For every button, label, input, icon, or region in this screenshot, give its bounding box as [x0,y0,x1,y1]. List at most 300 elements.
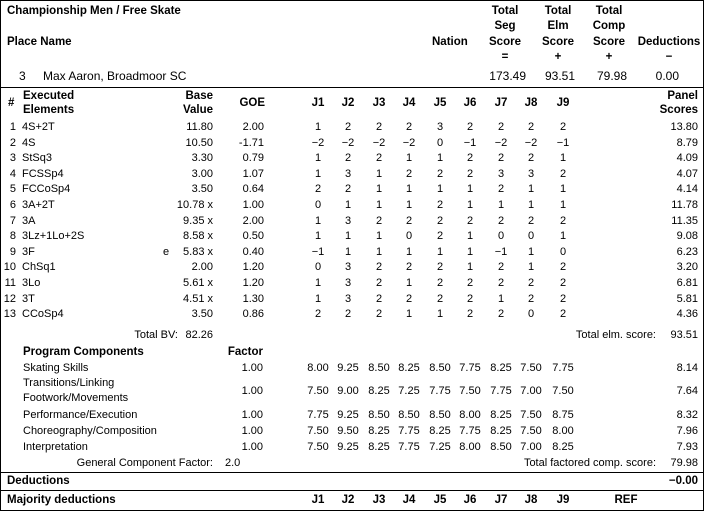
judge-score: 2 [527,214,535,227]
element-name: ChSq1 [22,261,56,274]
judge-score: 3 [344,292,352,305]
element-number: 1 [9,121,16,133]
judge-score: 8.50 [429,362,451,374]
element-base-value: 3.30 [191,152,213,165]
judge-score: 2 [436,214,444,227]
judge-score: 2 [436,277,444,289]
judge-score: 1 [375,245,383,258]
judge-score: 2 [314,308,322,321]
total-comp-label: Total factored comp. score: [523,457,656,469]
judge-score: 1 [314,152,322,165]
judge-score: 1 [559,183,567,196]
element-panel-score: 8.79 [676,136,698,149]
judge-score: 2 [436,230,444,243]
element-base-value: 3.50 [191,308,213,321]
judge-score: 2 [466,292,474,305]
majority-judge-9: J9 [556,494,570,506]
judge-score: 2 [375,261,383,274]
majority-judge-3: J3 [372,494,386,506]
element-name: CCoSp4 [22,308,64,321]
component-factor: 1.00 [241,425,263,437]
judge-score: 1 [344,199,352,211]
judge-score: −1 [494,245,508,258]
element-panel-score: 5.81 [676,292,698,305]
judge-score: 7.50 [307,425,329,437]
element-number: 3 [9,152,16,165]
judge-score: 8.00 [459,409,481,421]
judge-score: 3 [436,121,444,133]
judge-score: 8.50 [429,409,451,421]
judge-header-5: J5 [433,97,447,109]
total-elm-header-2: Elm [547,20,569,32]
judge-score: 1 [344,230,352,243]
gcf-value: 2.0 [225,457,241,469]
element-number: 8 [9,230,16,243]
judge-score: 2 [436,167,444,180]
judge-score: 2 [375,308,383,321]
judge-score: 1 [436,245,444,258]
judge-score: 2 [344,152,352,165]
judge-score: 0 [559,245,567,258]
judge-score: 2 [497,183,505,196]
deductions-label: Deductions [7,475,70,487]
element-goe: 2.00 [242,121,264,133]
gcf-label: General Component Factor: [76,457,213,469]
total-bv-value: 82.26 [185,329,213,341]
judge-score: 7.75 [307,409,329,421]
judge-score: 2 [559,277,567,289]
judge-score: 1 [559,230,567,243]
judge-score: 2 [497,277,505,289]
element-panel-score: 9.08 [676,230,698,243]
judge-score: 8.50 [368,362,390,374]
goe-header: GOE [239,97,265,109]
segment-score: 173.49 [489,69,526,83]
judge-score: 2 [559,261,567,274]
judge-header-9: J9 [556,97,570,109]
judge-score: 8.25 [490,362,512,374]
judge-score: 9.25 [337,409,359,421]
component-factor: 1.00 [241,441,263,453]
total-elm-header-4: + [554,51,562,63]
deductions-header-1: Deductions [637,36,701,48]
element-name: 3Lz+1Lo+2S [22,230,85,243]
component-name: Choreography/Composition [23,425,157,437]
judge-score: 2 [466,308,474,321]
judge-score: 3 [344,214,352,227]
judge-score: 1 [405,183,413,196]
base-header-2: Value [182,104,213,116]
judge-score: 3 [344,167,352,180]
element-base-value: 2.00 [191,261,213,274]
judge-score: 9.25 [337,362,359,374]
element-goe: 0.40 [242,245,264,258]
judge-score: 8.25 [429,425,451,437]
judge-score: 2 [466,214,474,227]
component-score: 7.93 [676,441,698,453]
judge-score: 2 [466,277,474,289]
judge-score: 2 [405,121,413,133]
judge-header-2: J2 [341,97,355,109]
judge-score: 1 [497,199,505,211]
element-panel-score: 4.09 [676,152,698,165]
total-seg-header-1: Total [491,5,519,17]
total-comp-header-3: Score [593,36,625,48]
element-number: 4 [9,167,16,180]
judge-score: 1 [559,152,567,165]
judge-score: 1 [405,152,413,165]
judge-score: 0 [314,261,322,274]
deductions-header-2: − [665,51,673,63]
element-name: FCCoSp4 [22,183,71,196]
executed-header-2: Elements [23,104,75,116]
judge-score: 3 [344,277,352,289]
element-panel-score: 6.23 [676,245,698,258]
judge-score: 2 [405,214,413,227]
judge-score: 7.50 [520,362,542,374]
judge-score: 2 [497,121,505,133]
judge-score: 7.25 [398,385,420,397]
judge-score: 1 [375,167,383,180]
judge-score: 7.75 [459,425,481,437]
component-name: Footwork/Movements [23,392,129,404]
judge-score: 1 [344,245,352,258]
judge-score: 2 [436,199,444,211]
judge-score: −2 [524,136,538,149]
judge-score: 2 [405,292,413,305]
element-number: 10 [3,261,16,274]
element-panel-score: 3.20 [676,261,698,274]
judge-score: 1 [527,183,535,196]
judge-score: 3 [497,167,505,180]
judge-score: 2 [497,261,505,274]
judge-score: 2 [466,121,474,133]
element-panel-score: 4.36 [676,308,698,321]
judge-score: 8.25 [368,385,390,397]
element-name: StSq3 [22,152,52,165]
judge-score: 2 [375,121,383,133]
element-number: 6 [9,199,16,211]
judge-score: −2 [311,136,325,149]
element-base-value: 3.50 [191,183,213,196]
judge-score: 1 [559,199,567,211]
judge-score: 0 [527,230,535,243]
judge-score: 7.00 [520,441,542,453]
judge-score: 3 [344,261,352,274]
judge-score: 1 [314,277,322,289]
judge-score: 0 [527,308,535,321]
element-panel-score: 6.81 [676,277,698,289]
judge-score: 8.75 [552,409,574,421]
judge-score: 2 [497,308,505,321]
judge-score: 2 [497,152,505,165]
element-goe: 1.00 [242,199,264,211]
judge-score: 7.75 [429,385,451,397]
judge-score: −2 [341,136,355,149]
judge-score: 7.50 [307,441,329,453]
judge-score: 2 [527,292,535,305]
judge-score: 9.50 [337,425,359,437]
majority-judge-7: J7 [494,494,508,506]
element-number: 5 [9,183,16,196]
judge-score: 2 [466,152,474,165]
element-base-value: 5.61 x [183,277,213,289]
judge-header-8: J8 [524,97,538,109]
judge-score: −2 [402,136,416,149]
element-score: 93.51 [544,69,575,83]
judge-score: 1 [466,245,474,258]
judge-score: 7.50 [520,425,542,437]
judge-score: 7.75 [490,385,512,397]
element-base-value: 5.83 x [183,245,213,258]
judge-score: 1 [314,292,322,305]
element-name: 3Lo [22,277,41,289]
place-name-header: Place Name [7,36,72,48]
panel-header-2: Scores [659,104,698,116]
component-score: 8.32 [676,409,698,421]
component-score: 7.64 [676,385,698,397]
judge-score: 1 [314,167,322,180]
element-name: 4S+2T [22,121,55,133]
judge-score: 8.25 [552,441,574,453]
judge-score: −2 [372,136,386,149]
judge-score: 2 [559,308,567,321]
ref-label: REF [614,494,638,506]
majority-judge-5: J5 [433,494,447,506]
deductions-value: −0.00 [668,475,698,487]
element-base-value: 10.78 x [176,199,213,211]
judge-score: 1 [405,199,413,211]
judge-score: 8.25 [490,409,512,421]
judge-score: 8.50 [368,409,390,421]
judge-score: 2 [559,292,567,305]
judge-score: −1 [311,245,325,258]
executed-header-1: Executed [23,90,75,102]
judge-score: 1 [527,245,535,258]
base-header-1: Base [185,90,213,102]
component-name: Performance/Execution [23,409,138,421]
element-base-value: 9.35 x [183,214,213,227]
judge-score: 7.75 [398,441,420,453]
majority-judge-4: J4 [402,494,416,506]
component-factor: 1.00 [241,362,263,374]
total-comp-value: 79.98 [670,457,698,469]
judge-score: 8.25 [490,425,512,437]
judge-score: 7.25 [429,441,451,453]
judge-score: 2 [344,121,352,133]
judge-score: 8.50 [490,441,512,453]
judge-score: 7.50 [307,385,329,397]
total-comp-header-4: + [605,51,613,63]
element-goe: 0.50 [242,230,264,243]
element-name: 3F [22,245,35,258]
judge-score: 1 [405,277,413,289]
judge-score: 2 [466,167,474,180]
total-seg-header-4: = [501,51,509,63]
judge-score: 1 [375,183,383,196]
element-number: 12 [3,292,16,305]
total-elm-label: Total elm. score: [575,329,656,341]
judge-score: 8.00 [307,362,329,374]
element-name: 3A+2T [22,199,55,211]
judge-score: 2 [527,152,535,165]
judge-score: 7.00 [520,385,542,397]
judge-score: 7.50 [552,385,574,397]
component-name: Skating Skills [23,362,89,374]
judge-score: 2 [344,308,352,321]
judge-score: 0 [314,199,322,211]
judge-score: −1 [556,136,570,149]
judge-score: −1 [463,136,477,149]
judge-score: 2 [559,167,567,180]
total-elm-value: 93.51 [670,329,698,341]
component-name: Interpretation [23,441,88,453]
total-elm-header-3: Score [542,36,574,48]
judge-score: 1 [375,199,383,211]
total-bv-label: Total BV: [134,329,178,341]
judge-score: 1 [314,121,322,133]
judge-score: 2 [344,183,352,196]
judge-score: 1 [436,183,444,196]
judge-score: 8.25 [368,441,390,453]
judge-score: 1 [436,308,444,321]
majority-judge-1: J1 [311,494,325,506]
element-panel-score: 11.78 [671,199,698,211]
judge-header-4: J4 [402,97,416,109]
component-score: 8.14 [676,362,698,374]
element-number: 9 [9,245,16,258]
component-name: Transitions/Linking [23,377,115,389]
judge-score: 7.50 [459,385,481,397]
total-seg-header-2: Seg [494,20,516,32]
judge-score: 1 [466,261,474,274]
skater-place: 3 [19,69,26,83]
judge-score: 8.00 [459,441,481,453]
majority-judge-6: J6 [463,494,477,506]
element-goe: 1.30 [242,292,264,305]
element-number: 2 [9,136,16,149]
judge-score: 9.00 [337,385,359,397]
judge-score: 7.75 [459,362,481,374]
element-name: 3A [22,214,36,227]
element-name: FCSSp4 [22,167,64,180]
judge-score: 2 [405,167,413,180]
judge-score: 1 [497,292,505,305]
element-goe: 2.00 [242,214,264,227]
element-name: 3T [22,292,35,305]
element-number: 11 [4,277,16,289]
judge-score: 2 [314,183,322,196]
total-seg-header-3: Score [489,36,521,48]
judge-score: 2 [559,214,567,227]
majority-judge-2: J2 [341,494,355,506]
nation-header: Nation [432,36,468,48]
element-name: 4S [22,136,36,149]
judge-score: 1 [527,261,535,274]
judge-score: 2 [559,121,567,133]
element-goe: 1.07 [242,167,264,180]
element-goe: 0.86 [242,308,264,321]
judge-header-7: J7 [494,97,508,109]
judge-score: 3 [527,167,535,180]
judge-score: 1 [375,230,383,243]
judge-score: 7.50 [520,409,542,421]
component-factor: 1.00 [241,409,263,421]
element-panel-score: 4.14 [676,183,698,196]
judge-score: 8.00 [552,425,574,437]
judge-score: 2 [436,261,444,274]
element-goe: 1.20 [242,261,264,274]
majority-deductions-label: Majority deductions [7,494,116,506]
element-goe: 0.79 [242,152,264,165]
judge-score: 1 [405,308,413,321]
judge-score: 1 [314,214,322,227]
judge-score: 8.25 [368,425,390,437]
total-comp-header-2: Comp [592,20,626,32]
judge-score: 0 [405,230,413,243]
element-panel-score: 11.35 [671,214,698,227]
element-base-value: 3.00 [191,167,213,180]
judge-header-6: J6 [463,97,477,109]
element-base-value: 4.51 x [183,292,213,305]
judge-score: 1 [466,230,474,243]
majority-judge-8: J8 [524,494,538,506]
element-goe: -1.71 [238,136,264,149]
judge-score: −2 [494,136,508,149]
element-number: 7 [9,214,16,227]
element-flag: e [163,245,170,258]
judge-score: 0 [436,136,444,149]
judge-score: 2 [375,214,383,227]
element-base-value: 8.58 x [183,230,213,243]
element-base-value: 10.50 [185,136,213,149]
judge-score: 2 [497,214,505,227]
judge-score: 1 [466,183,474,196]
element-base-value: 11.80 [186,121,213,133]
judge-header-3: J3 [372,97,386,109]
total-elm-header-1: Total [544,5,572,17]
judge-score: 2 [527,277,535,289]
judge-score: 2 [405,261,413,274]
element-number: 13 [3,308,16,321]
judge-score: 8.25 [398,362,420,374]
element-panel-score: 13.80 [670,121,698,133]
judge-score: 2 [375,277,383,289]
total-comp-header-1: Total [595,5,623,17]
component-score: 7.96 [676,425,698,437]
judge-score: 1 [466,199,474,211]
judge-score: 8.50 [398,409,420,421]
skater-name: Max Aaron, Broadmoor SC [43,69,187,83]
panel-header-1: Panel [667,90,698,102]
judge-score: 9.25 [337,441,359,453]
judge-score: 2 [375,152,383,165]
divider [1,87,703,88]
judge-score: 7.75 [398,425,420,437]
judge-score: 1 [405,245,413,258]
judge-header-1: J1 [311,97,325,109]
judge-score: 2 [375,292,383,305]
component-score: 79.98 [596,69,627,83]
judge-score: 7.75 [552,362,574,374]
divider [1,472,703,473]
element-goe: 1.20 [242,277,264,289]
judge-score: 1 [527,199,535,211]
divider [1,490,703,491]
event-title: Championship Men / Free Skate [7,5,181,17]
judge-score: 2 [527,121,535,133]
judge-score: 1 [314,230,322,243]
